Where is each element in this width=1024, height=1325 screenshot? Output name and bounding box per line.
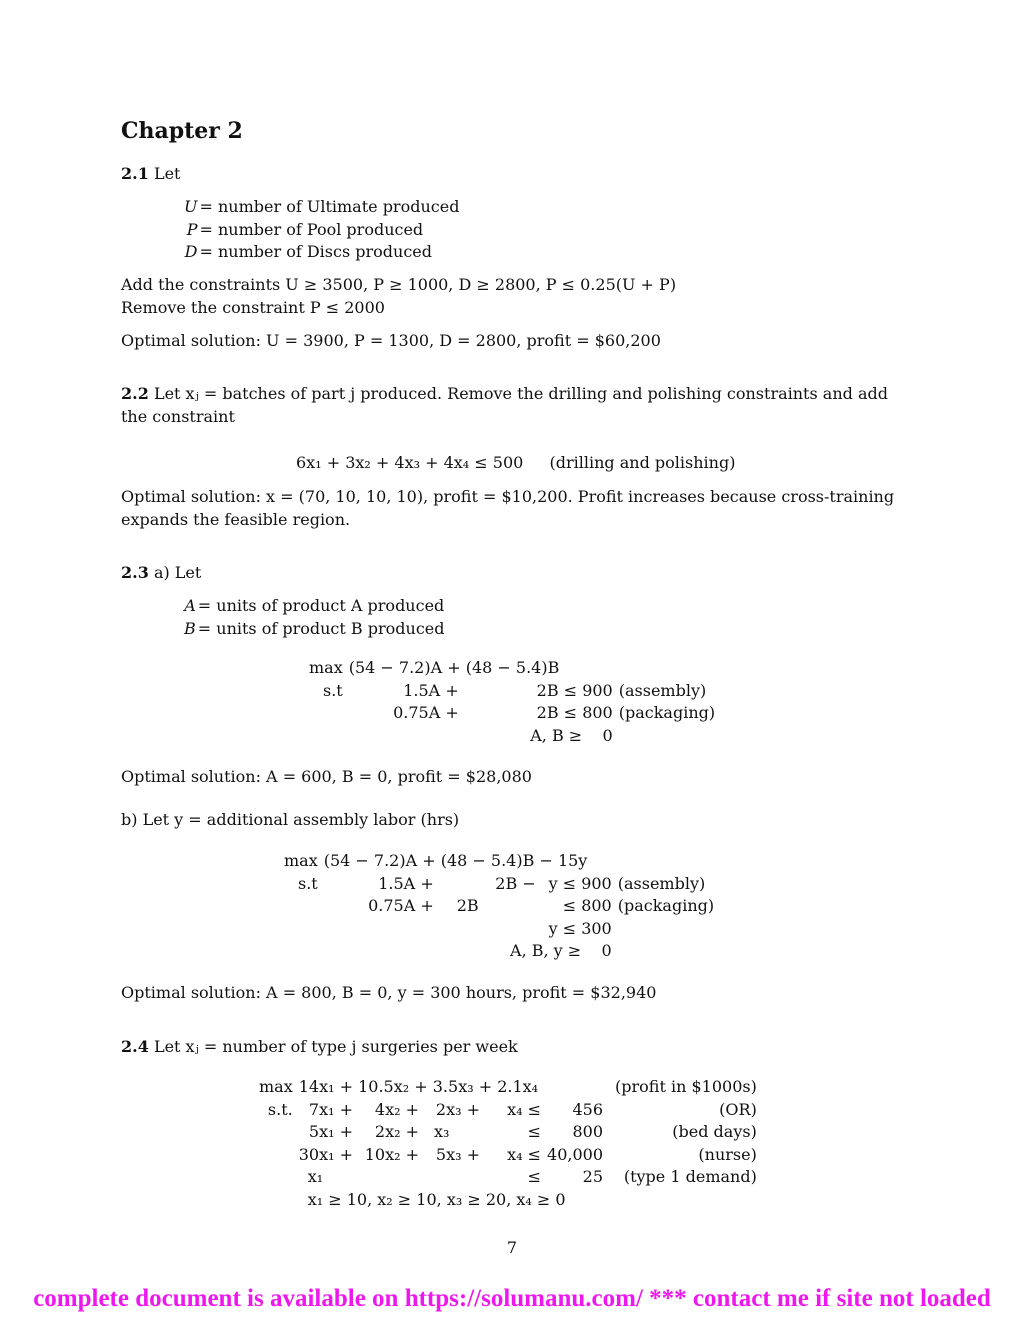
- problem-number: 2.1: [121, 164, 149, 183]
- footer-banner: complete document is available on https://solumanu.com/ *** contact me if site not loaded: [33, 1285, 991, 1312]
- lp-model-2-3a: [306, 657, 718, 747]
- constraint-row: y ≤ 300: [548, 918, 612, 938]
- constraint-row: s.t 1.5A + 2B − y ≤ 900 (assembly): [298, 873, 706, 893]
- problem-number: 2.2: [121, 384, 149, 403]
- problem-lead: Let: [153, 164, 181, 183]
- optimal-solution-2-2-line-2: expands the feasible region.: [121, 510, 351, 529]
- bounds-row: x₁ ≥ 10, x₂ ≥ 10, x₃ ≥ 20, x₄ ≥ 0: [307, 1189, 566, 1209]
- definition-row: D = number of Discs produced: [184, 242, 432, 261]
- problem-2-2-line-1: 2.2 Let xⱼ = batches of part j produced. Remove the drilling and polishing constraints and add: [121, 384, 888, 403]
- drilling-polishing-constraint: [296, 452, 735, 474]
- lp-model-2-3b: [281, 850, 717, 963]
- constraint-row: 0.75A + 2B ≤ 800 (packaging): [393, 703, 716, 722]
- problem-2-2-line-2: the constraint: [121, 407, 235, 426]
- add-constraints-text: Add the constraints U ≥ 3500, P ≥ 1000, D ≥ 2800, P ≤ 0.25(U + P): [121, 275, 677, 294]
- problem-2-3b-lead: b) Let y = additional assembly labor (hrs): [121, 810, 460, 829]
- lp-model-2-4: [256, 1076, 760, 1211]
- definitions-2-1: [184, 196, 459, 264]
- problem-2-4-heading: 2.4 Let xⱼ = number of type j surgeries per week: [121, 1037, 518, 1056]
- definitions-2-3: [184, 595, 444, 640]
- objective-row: max (54 − 7.2)A + (48 − 5.4)B: [309, 658, 560, 677]
- constraint-row: 0.75A + 2B ≤ 800 (packaging): [368, 896, 715, 915]
- remove-constraint-text: Remove the constraint P ≤ 2000: [121, 298, 385, 317]
- constraint-row: 30x₁ + 10x₂ + 5x₃ + x₄ ≤ 40,000 (nurse): [298, 1144, 757, 1164]
- constraint-row: 5x₁ + 2x₂ + x₃ ≤ 800 (bed days): [308, 1122, 757, 1141]
- problem-number: 2.4: [121, 1037, 149, 1056]
- nonnegativity-row: A, B ≥ 0: [530, 725, 613, 745]
- optimal-solution-2-1: Optimal solution: U = 3900, P = 1300, D = 2800, profit = $60,200: [121, 331, 661, 350]
- optimal-solution-2-2-line-1: Optimal solution: x = (70, 10, 10, 10), profit = $10,200. Profit increases because cross-training: [121, 487, 895, 506]
- equation-note: (drilling and polishing): [549, 453, 736, 472]
- chapter-title: Chapter 2: [121, 118, 243, 144]
- optimal-solution-2-3b: Optimal solution: A = 800, B = 0, y = 300 hours, profit = $32,940: [121, 983, 657, 1002]
- definition-row: P = number of Pool produced: [186, 219, 424, 239]
- constraint-row: s.t 1.5A + 2B ≤ 900 (assembly): [323, 680, 707, 700]
- constraint-row: x₁ ≤ 25 (type 1 demand): [307, 1167, 757, 1186]
- definition-row: U = number of Ultimate produced: [184, 197, 460, 216]
- objective-row: max 14x₁ + 10.5x₂ + 3.5x₃ + 2.1x₄ (profit in $1000s): [259, 1077, 757, 1096]
- problem-number: 2.3: [121, 563, 149, 582]
- constraint-row: s.t. 7x₁ + 4x₂ + 2x₃ + x₄ ≤ 456 (OR): [267, 1099, 757, 1119]
- definition-row: B = units of product B produced: [184, 618, 445, 638]
- equation: 6x₁ + 3x₂ + 4x₃ + 4x₄ ≤ 500: [296, 453, 524, 472]
- problem-2-1-heading: [121, 163, 180, 185]
- objective-row: max (54 − 7.2)A + (48 − 5.4)B − 15y: [284, 851, 588, 870]
- problem-2-3-heading: 2.3 a) Let: [121, 563, 202, 582]
- nonnegativity-row: A, B, y ≥ 0: [510, 941, 612, 960]
- definition-row: A = units of product A produced: [184, 596, 445, 615]
- optimal-solution-2-3a: Optimal solution: A = 600, B = 0, profit = $28,080: [121, 767, 532, 786]
- page-number: 7: [506, 1238, 518, 1257]
